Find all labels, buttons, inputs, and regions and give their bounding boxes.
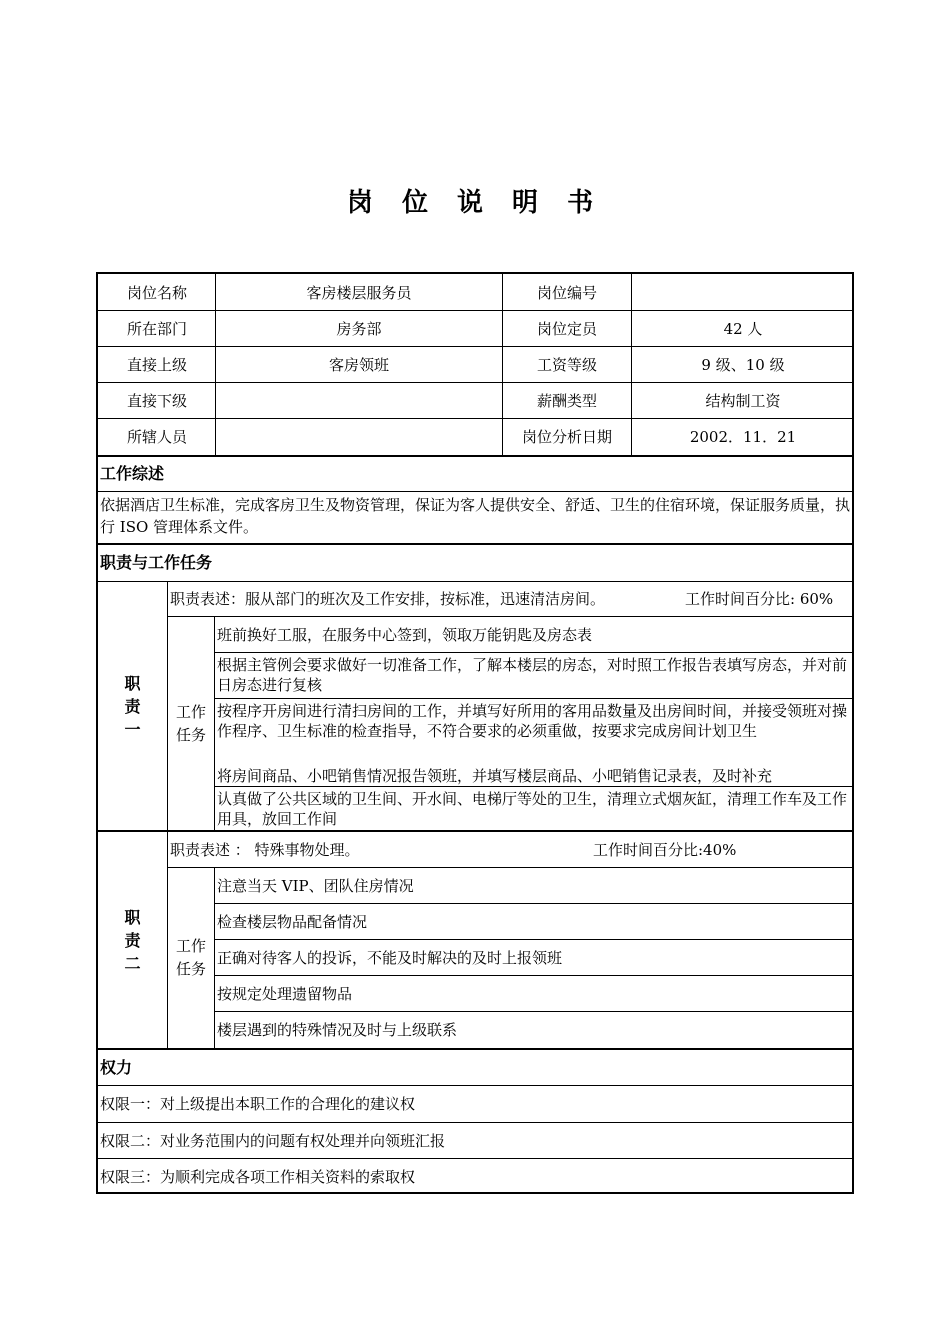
duty-two-char-1: 职: [124, 907, 141, 927]
label-post-number: 岗位编号: [536, 283, 597, 302]
duties-heading: 职责与工作任务: [100, 553, 213, 572]
duty-one-task-1: 班前换好工服，在服务中心签到，领取万能钥匙及房态表: [217, 626, 593, 644]
value-analysis-date: 2002．11．21: [689, 428, 797, 446]
duty-two-char-3: 二: [124, 953, 141, 973]
duty-two-task-5: 楼层遇到的特殊情况及时与上级联系: [217, 1021, 458, 1039]
label-department: 所在部门: [126, 320, 187, 338]
label-direct-superior: 直接上级: [126, 356, 187, 374]
duty-two-task-1: 注意当天 VIP、团队住房情况: [217, 876, 414, 895]
value-direct-superior: 客房领班: [328, 356, 389, 374]
value-pay-type: 结构制工资: [705, 392, 781, 410]
duty-two-description: 职责表述 ： 特殊事物处理。: [170, 840, 360, 859]
value-department: 房务部: [336, 320, 382, 338]
duty-one-task-3: 按程序开房间进行清扫房间的工作，并填写好所用的客用品数量及出房间时间，并接受领班对操作程序、卫生标准的检查指导，不符合要求的必须重做，按要求完成房间计划卫生: [217, 702, 848, 740]
label-headcount: 岗位定员: [536, 320, 597, 338]
duty-two-label: [98, 832, 167, 1048]
duty-one-char-1: 职: [124, 674, 141, 693]
duty-two-time-percentage: 工作时间百分比:40%: [593, 840, 737, 859]
duty-two-task-label-line-2: 任务: [175, 960, 206, 978]
summary-heading: 工作综述: [100, 464, 165, 483]
duty-one-task-label: [168, 617, 214, 831]
duty-two-task-label: [168, 868, 214, 1048]
duty-one-task-5: 认真做了公共区域的卫生间、开水间、电梯厅等处的卫生，清理立式烟灰缸，清理工作车及工作用具，放回工作间: [217, 790, 848, 828]
duty-one-char-2: 责: [124, 697, 141, 716]
duty-one-char-3: 一: [124, 720, 141, 739]
label-staff-under: 所辖人员: [126, 428, 187, 446]
duty-one-task-2: 根据主管例会要求做好一切准备工作，了解本楼层的房态，对时照工作报告表填写房态，并对前日房态进行复核: [217, 656, 848, 694]
value-staff-under: [216, 419, 502, 455]
duty-two-task-4: 按规定处理遗留物品: [217, 984, 353, 1003]
summary-text: 依据酒店卫生标准，完成客房卫生及物资管理，保证为客人提供安全、舒适、卫生的住宿环境，保证服务质量，执行 ISO 管理体系文件。: [100, 496, 851, 536]
duty-two-task-2: 检查楼层物品配备情况: [217, 912, 368, 931]
duty-two-char-2: 责: [124, 930, 141, 950]
value-post-name: 客房楼层服务员: [306, 283, 412, 302]
duty-two-task-label-line-1: 工作: [175, 937, 206, 955]
value-direct-subordinate: [216, 383, 502, 419]
authority-heading: 权力: [100, 1057, 133, 1077]
label-direct-subordinate: 直接下级: [126, 392, 187, 410]
duty-one-task-label-line-1: 工作: [175, 703, 206, 721]
duty-two-task-3: 正确对待客人的投诉，不能及时解决的及时上报领班: [217, 948, 563, 967]
job-description-table: [96, 272, 854, 1194]
authority-item-2: 权限二：对业务范围内的问题有权处理并向领班汇报: [100, 1131, 446, 1150]
value-salary-grade: 9 级、10 级: [701, 356, 785, 374]
page-title: 岗 位 说 明 书: [346, 188, 604, 218]
duty-one-label: [98, 582, 167, 831]
value-headcount: 42 人: [723, 320, 763, 338]
authority-item-1: 权限一：对上级提出本职工作的合理化的建议权: [100, 1094, 416, 1113]
label-salary-grade: 工资等级: [536, 356, 597, 374]
duty-one-task-label-line-2: 任务: [175, 726, 206, 744]
authority-item-3: 权限三：为顺利完成各项工作相关资料的索取权: [100, 1167, 416, 1186]
label-pay-type: 薪酬类型: [536, 392, 597, 410]
duty-one-time-percentage: 工作时间百分比: 60%: [685, 590, 834, 608]
label-post-name: 岗位名称: [126, 283, 187, 302]
duty-one-description: 职责表述：服从部门的班次及工作安排，按标准，迅速清洁房间。: [170, 590, 606, 608]
value-post-number: [632, 274, 854, 311]
duty-one-task-4: 将房间商品、小吧销售情况报告领班，并填写楼层商品、小吧销售记录表，及时补充: [217, 767, 773, 785]
label-analysis-date: 岗位分析日期: [521, 428, 612, 446]
